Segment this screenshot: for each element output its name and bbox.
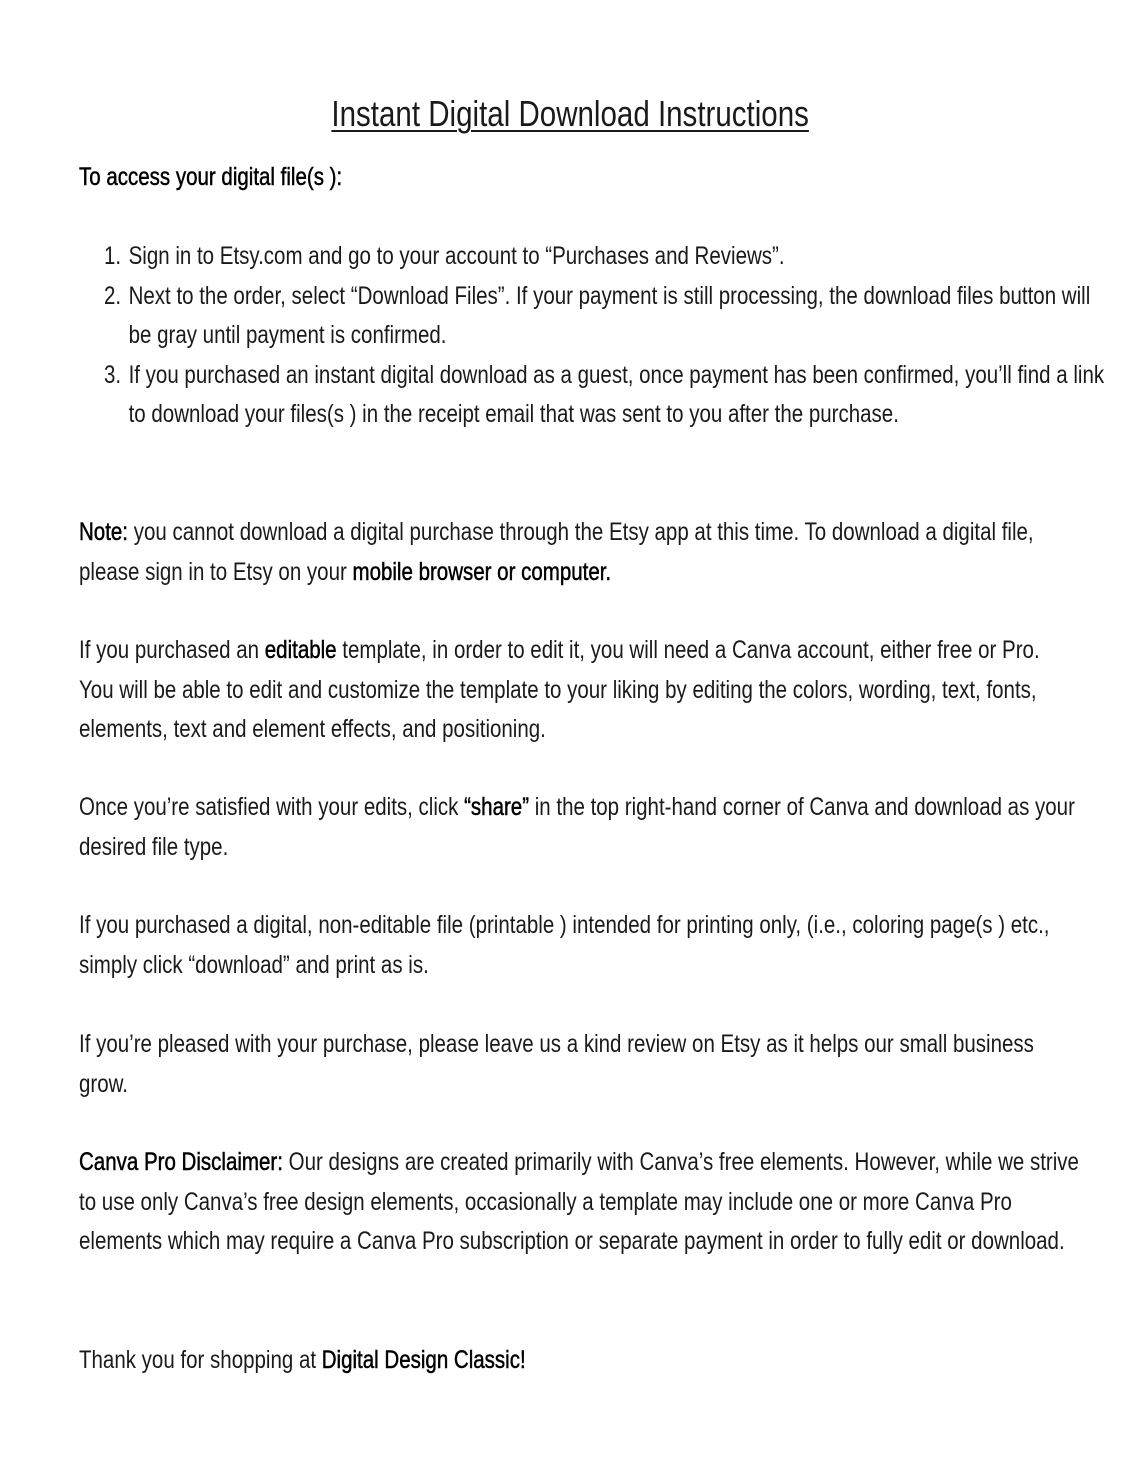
step-number: 2.	[104, 281, 122, 310]
disclaimer-paragraph	[79, 1143, 1079, 1262]
disclaimer-text: Our designs are created primarily with Canva’s free elements. However, while we strive to use only Canva’s free design elements, occasionally a template may include one or more Canva Pro elements which may require a Canva Pro subscription or separate payment in order to fully edit or download.	[79, 1148, 1079, 1255]
share-paragraph	[79, 788, 1079, 867]
printable-text: If you purchased a digital, non-editable file (printable ) intended for printing only, (i.e., coloring page(s ) etc., simply click “download” and print as is.	[79, 911, 1050, 979]
note-text: you cannot download a digital purchase through the Etsy app at this time. To download a digital file, please sign in to Etsy on your	[79, 518, 1034, 586]
step-number: 3.	[104, 360, 122, 389]
printable-paragraph	[79, 906, 1079, 985]
thanks-text: Thank you for shopping at	[79, 1346, 322, 1374]
intro-paragraph	[79, 158, 1079, 198]
share-emphasis: “share”	[464, 793, 530, 821]
step-text: Sign in to Etsy.com and go to your account to “Purchases and Reviews”.	[128, 242, 785, 270]
disclaimer-label: Canva Pro Disclaimer:	[79, 1148, 283, 1176]
editable-paragraph	[79, 631, 1079, 750]
editable-text-after: template, in order to edit it, you will need a Canva account, either free or Pro. You will be able to edit and customize the template to your liking by editing the colors, wording, text, fonts, elements, text and element effects, and positioning.	[79, 636, 1040, 743]
intro-text: To access your digital file(s ):	[79, 163, 343, 191]
page-title-text: Instant Digital Download Instructions	[331, 93, 809, 134]
list-item	[104, 237, 1084, 277]
review-paragraph	[79, 1025, 1079, 1104]
note-label: Note:	[79, 518, 129, 546]
note-paragraph	[79, 513, 1079, 592]
step-number: 1.	[104, 242, 122, 270]
editable-emphasis: editable	[264, 636, 337, 664]
page-title	[0, 92, 1140, 136]
steps-list	[104, 237, 1105, 435]
thanks-paragraph	[79, 1341, 1079, 1381]
shop-name: Digital Design Classic!	[321, 1346, 526, 1374]
list-item	[104, 356, 1105, 435]
share-text-before: Once you’re satisfied with your edits, click	[79, 793, 465, 821]
step-text: If you purchased an instant digital download as a guest, once payment has been confirmed, you’ll find a link to download your files(s ) in the receipt email that was sent to you after the purchase.	[128, 360, 1105, 428]
note-emphasis: mobile browser or computer.	[352, 557, 612, 586]
review-text: If you’re pleased with your purchase, please leave us a kind review on Etsy as it helps our small business grow.	[79, 1030, 1034, 1098]
step-text: Next to the order, select “Download Files”. If your payment is still processing, the download files button will be gray until payment is confirmed.	[128, 281, 1091, 349]
list-item	[104, 277, 1091, 356]
editable-text-before: If you purchased an	[79, 636, 265, 664]
share-text-after: in the top right-hand corner of Canva and download as your desired file type.	[79, 793, 1075, 861]
